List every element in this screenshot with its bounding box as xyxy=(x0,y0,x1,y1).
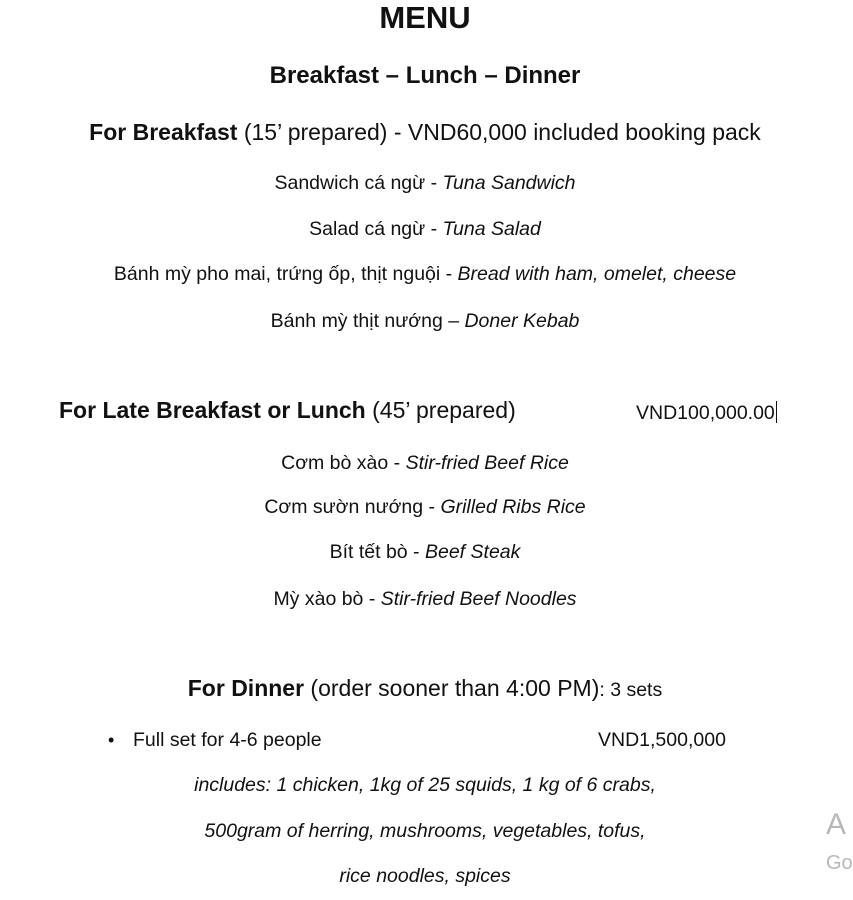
lunch-heading: For Late Breakfast or Lunch xyxy=(59,397,366,423)
dinner-heading: For Dinner xyxy=(187,675,305,701)
breakfast-heading-line xyxy=(0,119,850,146)
dinner-set-name: Full set for 4-6 people xyxy=(133,729,322,751)
text-cursor xyxy=(776,401,777,423)
item-vn: Sandwich cá ngừ - xyxy=(274,172,443,194)
item-en: Beef Steak xyxy=(424,541,521,563)
item-en: Bread with ham, omelet, cheese xyxy=(457,263,737,285)
side-overlay-text: Go xyxy=(826,852,853,874)
item-vn: Cơm sườn nướng - xyxy=(264,496,441,518)
dinner-includes-line: includes: 1 chicken, 1kg of 25 squids, 1 kg of 6 crabs, xyxy=(194,774,656,796)
lunch-item xyxy=(0,496,850,519)
item-vn: Bít tết bò - xyxy=(329,541,425,563)
item-vn: Mỳ xào bò - xyxy=(273,588,381,610)
dinner-sets: : 3 sets xyxy=(599,679,663,701)
dinner-detail: (order sooner than 4:00 PM) xyxy=(310,675,600,701)
lunch-price xyxy=(636,401,777,425)
menu-subtitle: Breakfast – Lunch – Dinner xyxy=(269,62,581,89)
dinner-set-price: VND1,500,000 xyxy=(598,729,726,751)
menu-title: MENU xyxy=(379,0,471,35)
bullet-icon: • xyxy=(108,730,115,750)
lunch-price-text: VND100,000.00 xyxy=(636,402,775,424)
lunch-item xyxy=(0,452,850,475)
item-en: Stir-fried Beef Rice xyxy=(405,452,569,474)
dinner-heading-line xyxy=(0,675,850,702)
breakfast-item xyxy=(0,172,850,195)
breakfast-heading: For Breakfast xyxy=(89,119,238,145)
item-en: Tuna Sandwich xyxy=(442,172,576,194)
item-vn: Bánh mỳ pho mai, trứng ốp, thịt nguội - xyxy=(113,263,458,285)
lunch-item xyxy=(0,541,850,564)
item-vn: Cơm bò xào - xyxy=(281,452,406,474)
side-overlay-text: A xyxy=(826,808,847,841)
lunch-item xyxy=(0,588,850,611)
breakfast-item xyxy=(0,310,850,333)
item-en: Stir-fried Beef Noodles xyxy=(380,588,577,610)
breakfast-item xyxy=(0,263,850,286)
lunch-detail: (45’ prepared) xyxy=(372,397,516,423)
lunch-heading-line xyxy=(59,397,516,424)
dinner-includes-line: 500gram of herring, mushrooms, vegetables, tofus, xyxy=(204,820,646,842)
item-vn: Salad cá ngừ - xyxy=(309,218,443,240)
breakfast-item xyxy=(0,218,850,241)
dinner-includes-line: rice noodles, spices xyxy=(339,865,511,887)
item-en: Grilled Ribs Rice xyxy=(440,496,586,518)
item-vn: Bánh mỳ thịt nướng – xyxy=(270,310,465,332)
item-en: Tuna Salad xyxy=(442,218,541,240)
breakfast-detail: (15’ prepared) - VND60,000 included booking pack xyxy=(243,119,761,145)
item-en: Doner Kebab xyxy=(464,310,580,332)
